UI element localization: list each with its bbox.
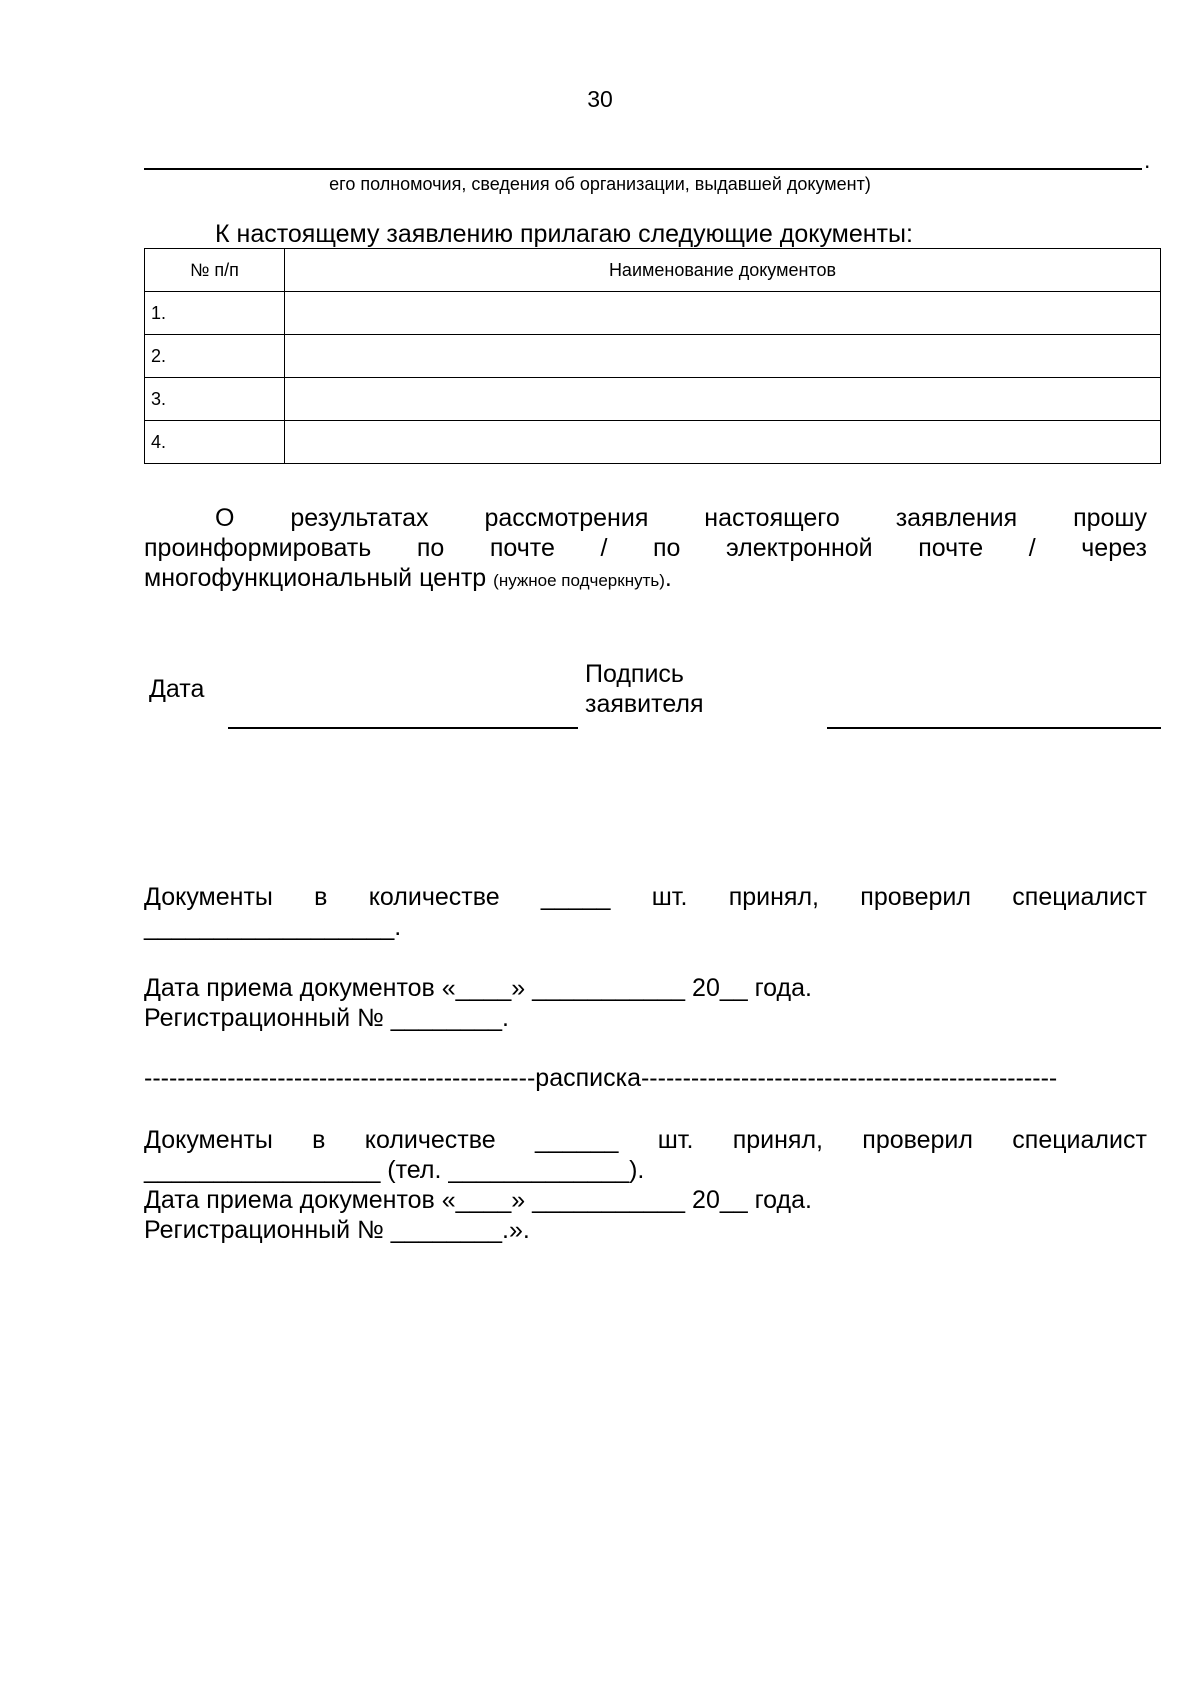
table-row [145, 335, 1161, 378]
row-doc-cell[interactable] [285, 421, 1161, 464]
word: / [1028, 534, 1036, 562]
page-number: 30 [587, 86, 613, 112]
row-doc-cell[interactable] [285, 292, 1161, 335]
word: результатах [290, 504, 429, 532]
results-line-2 [144, 533, 1147, 563]
word: _____ [540, 883, 611, 911]
top-dot: . [1144, 147, 1151, 173]
signature-label-1: Подпись [585, 660, 684, 688]
reception-line-1 [144, 882, 1147, 912]
word: прошу [1073, 504, 1147, 532]
word: специалист [1012, 1126, 1147, 1154]
word: почте [918, 534, 984, 562]
table-row [145, 378, 1161, 421]
row-number: 1. [145, 292, 285, 335]
word: электронной [725, 534, 873, 562]
table-header-row [145, 249, 1161, 292]
row-number: 2. [145, 335, 285, 378]
word: шт. [651, 883, 688, 911]
table-row [145, 292, 1161, 335]
results-end: . [664, 564, 672, 592]
word: рассмотрения [484, 504, 649, 532]
date-label: Дата [149, 675, 205, 703]
word: проверил [860, 883, 971, 911]
results-line-3 [144, 563, 1147, 596]
attachments-heading: К настоящему заявлению прилагаю следующие документы: [215, 220, 913, 248]
word: принял, [728, 883, 819, 911]
receipt-line-1 [144, 1125, 1147, 1155]
reception-line-1-cont: __________________. [144, 913, 402, 941]
top-fill-line [144, 168, 1142, 170]
word: Документы [144, 1126, 273, 1154]
attachments-table [144, 248, 1161, 464]
word: заявления [895, 504, 1018, 532]
row-doc-cell[interactable] [285, 335, 1161, 378]
word: по [416, 534, 445, 562]
receipt-line-2: _________________ (тел. _____________). [144, 1156, 645, 1184]
word: в [314, 883, 328, 911]
row-doc-cell[interactable] [285, 378, 1161, 421]
word: количестве [364, 1126, 496, 1154]
word: шт. [657, 1126, 694, 1154]
word: по [652, 534, 681, 562]
date-fill-line[interactable] [228, 727, 578, 729]
word: ______ [534, 1126, 619, 1154]
receipt-divider: -----------------------------------------------расписка-------------------------------------------------- [144, 1064, 1058, 1092]
top-caption: его полномочия, сведения об организации, выдавшей документ) [329, 174, 871, 194]
word: специалист [1012, 883, 1147, 911]
row-number: 4. [145, 421, 285, 464]
header-doc-name: Наименование документов [285, 249, 1161, 292]
receipt-reg-line: Регистрационный № ________.». [144, 1216, 530, 1244]
word: принял, [732, 1126, 823, 1154]
word: О [215, 504, 235, 532]
word: почте [489, 534, 555, 562]
signature-fill-line[interactable] [827, 727, 1161, 729]
reception-reg-line: Регистрационный № ________. [144, 1004, 509, 1032]
header-number: № п/п [145, 249, 285, 292]
results-main-text: многофункциональный центр [144, 564, 487, 592]
receipt-date-line: Дата приема документов «____» ___________ 20__ года. [144, 1186, 812, 1214]
signature-label-2: заявителя [585, 690, 704, 718]
word: через [1081, 534, 1147, 562]
results-line-1 [215, 503, 1147, 533]
word: Документы [144, 883, 273, 911]
word: / [600, 534, 608, 562]
word: настоящего [704, 504, 840, 532]
reception-date-line: Дата приема документов «____» ___________ 20__ года. [144, 974, 812, 1002]
word: количестве [368, 883, 500, 911]
results-note: (нужное подчеркнуть) [493, 571, 665, 590]
word: проверил [862, 1126, 973, 1154]
word: проинформировать [144, 534, 372, 562]
table-row [145, 421, 1161, 464]
row-number: 3. [145, 378, 285, 421]
word: в [312, 1126, 326, 1154]
